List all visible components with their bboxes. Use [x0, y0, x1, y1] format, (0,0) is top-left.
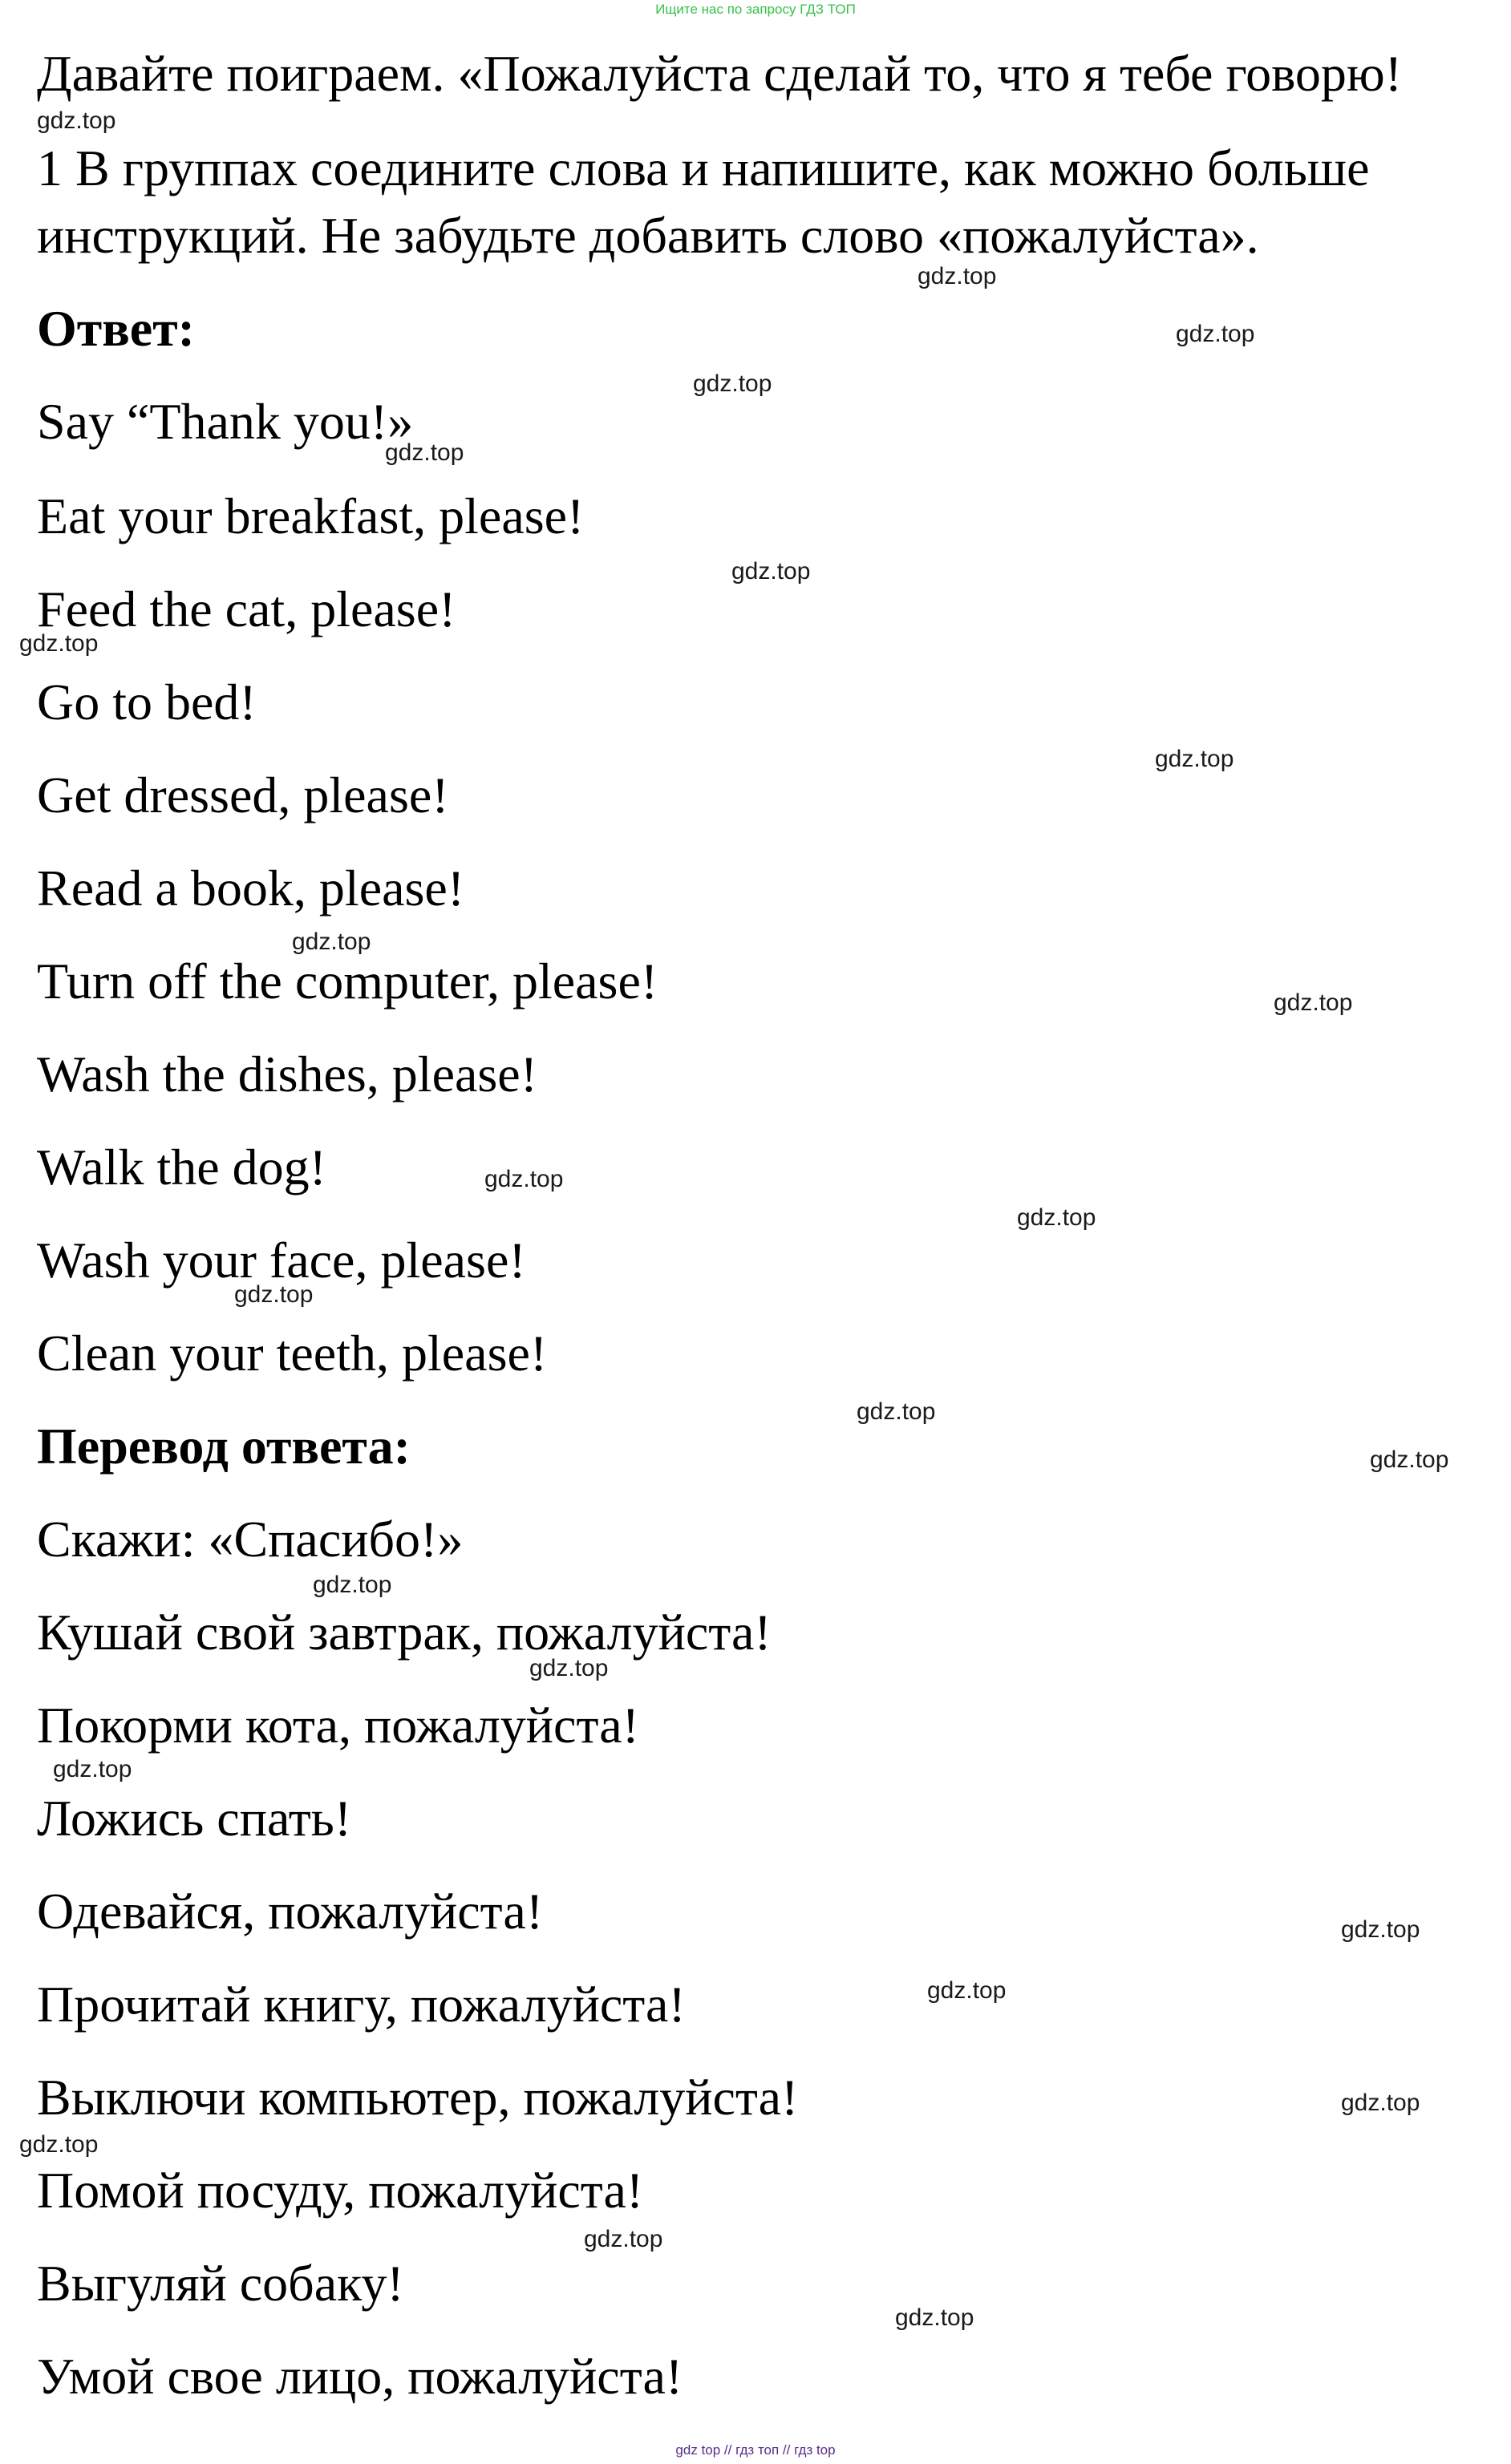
- watermark: gdz.top: [1341, 1916, 1420, 1943]
- watermark: gdz.top: [292, 929, 371, 955]
- translation-line: Одевайся, пожалуйста!: [37, 1883, 544, 1940]
- answer-line: Walk the dog!: [37, 1139, 326, 1196]
- task-instruction-line-1: 1 В группах соедините слова и напишите, как можно больше: [37, 140, 1370, 196]
- task-instruction-line-2: инструкций. Не забудьте добавить слово «пожалуйста».: [37, 207, 1259, 264]
- watermark: gdz.top: [19, 2131, 99, 2158]
- watermark: gdz.top: [19, 630, 99, 657]
- answer-line: Eat your breakfast, please!: [37, 488, 585, 544]
- answer-line: Get dressed, please!: [37, 767, 449, 823]
- watermark: gdz.top: [1370, 1446, 1449, 1473]
- watermark: gdz.top: [529, 1655, 609, 1681]
- watermark: gdz.top: [927, 1977, 1007, 2004]
- watermark: gdz.top: [1155, 746, 1234, 772]
- translation-line: Покорми кота, пожалуйста!: [37, 1697, 639, 1754]
- watermark: gdz.top: [693, 370, 772, 397]
- answer-line: Go to bed!: [37, 674, 257, 730]
- footer: gdz top // гдз топ // гдз top: [675, 2442, 836, 2458]
- watermark: gdz.top: [385, 439, 464, 466]
- task-title: Давайте поиграем. «Пожалуйста сделай то, что я тебе говорю!: [37, 45, 1402, 102]
- watermark: gdz.top: [584, 2226, 663, 2252]
- answer-line: Clean your teeth, please!: [37, 1325, 548, 1382]
- watermark: gdz.top: [895, 2304, 974, 2331]
- watermark: gdz.top: [484, 1166, 564, 1192]
- answer-line: Read a book, please!: [37, 860, 465, 916]
- watermark: gdz.top: [1274, 989, 1353, 1016]
- translation-line: Скажи: «Спасибо!»: [37, 1511, 464, 1568]
- watermark: gdz.top: [857, 1398, 936, 1425]
- top-banner: Ищите нас по запросу ГДЗ ТОП: [655, 2, 856, 17]
- translation-heading: Перевод ответа:: [37, 1418, 411, 1475]
- translation-line: Прочитай книгу, пожалуйста!: [37, 1976, 686, 2033]
- watermark: gdz.top: [1017, 1204, 1096, 1231]
- translation-line: Помой посуду, пожалуйста!: [37, 2162, 644, 2219]
- answer-line: Say “Thank you!»: [37, 393, 414, 450]
- translation-line: Кушай свой завтрак, пожалуйста!: [37, 1604, 772, 1661]
- watermark: gdz.top: [313, 1572, 392, 1598]
- answer-line: Feed the cat, please!: [37, 581, 456, 637]
- watermark: gdz.top: [1341, 2090, 1420, 2116]
- translation-line: Ложись спать!: [37, 1790, 352, 1847]
- answer-line: Wash your face, please!: [37, 1232, 526, 1289]
- watermark: gdz.top: [1176, 321, 1255, 347]
- watermark: gdz.top: [234, 1281, 314, 1308]
- answer-line: Wash the dishes, please!: [37, 1046, 537, 1103]
- translation-line: Умой свое лицо, пожалуйста!: [37, 2348, 683, 2405]
- answer-heading: Ответ:: [37, 300, 195, 357]
- translation-line: Выключи компьютер, пожалуйста!: [37, 2069, 799, 2126]
- watermark: gdz.top: [918, 263, 997, 289]
- answer-line: Turn off the computer, please!: [37, 953, 658, 1009]
- translation-line: Выгуляй собаку!: [37, 2255, 404, 2312]
- watermark: gdz.top: [37, 107, 116, 134]
- watermark: gdz.top: [53, 1756, 132, 1782]
- watermark: gdz.top: [731, 558, 811, 585]
